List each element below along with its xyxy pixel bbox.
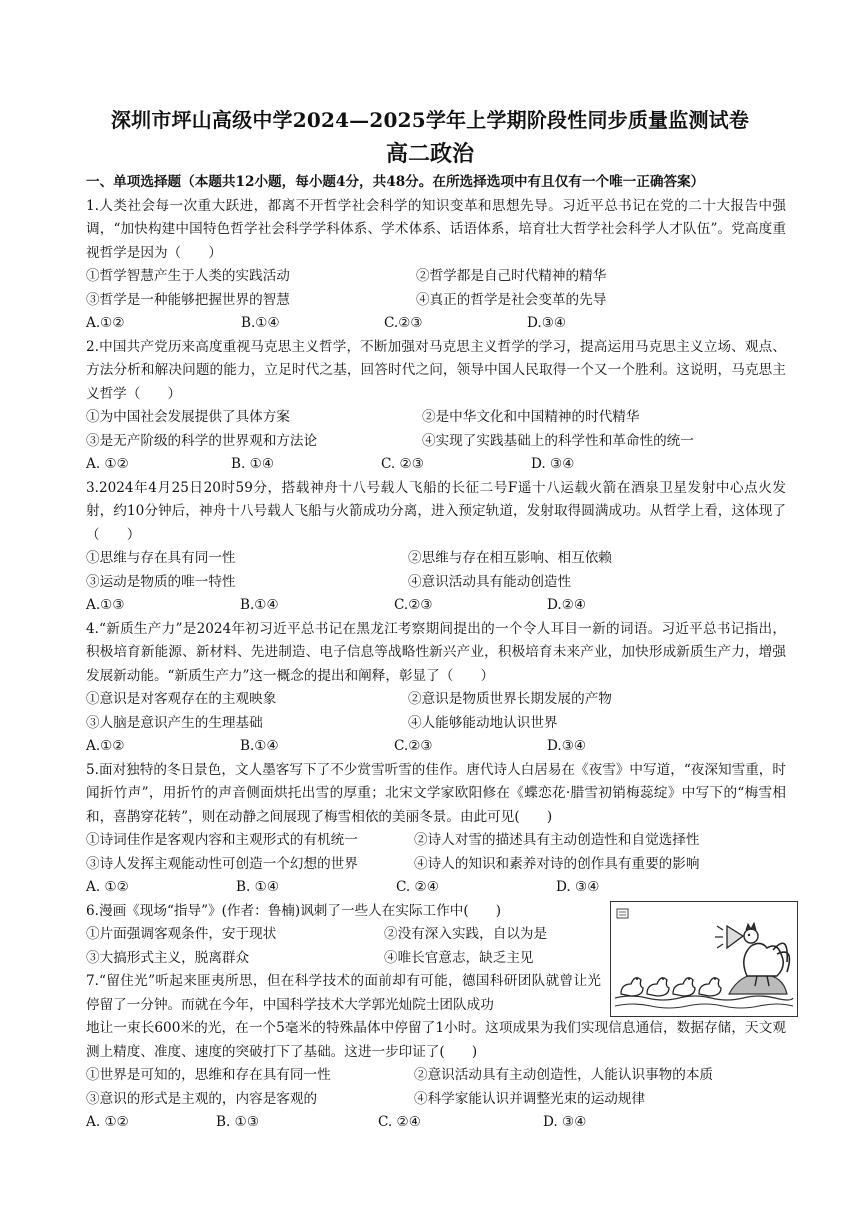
question-stem: 6.漫画《现场“指导”》(作者：鲁楠)讽刺了一些人在实际工作中( )	[86, 902, 502, 919]
answer-choice: D. ③④	[543, 1114, 587, 1130]
question-4	[86, 618, 786, 759]
answer-choice: C.②③	[394, 597, 433, 613]
question-stem: 1.人类社会每一次重大跃进，都离不开哲学社会科学的知识变革和思想先导。习近平总书记在党的二十大报告中强调，“加快构建中国特色哲学社会科学学科体系、学术体系、话语体系，培育壮大哲学社会科学人才队伍”。党高度重视哲学是因为（ ）	[86, 197, 786, 261]
question-stem: 5.面对独特的冬日景色，文人墨客写下了不少赏雪听雪的佳作。唐代诗人白居易在《夜雪》中写道，“夜深知雪重，时闻折竹声”，用折竹的声音侧面烘托出雪的厚重；北宋文学家欧阳修在《蝶恋花·腊雪初销梅蕊绽》中写下的“梅雪相和，喜鹊穿花转”，则在动静之间展现了梅雪相依的美丽冬景。由此可见( )	[86, 761, 786, 825]
answer-choice: C. ②④	[378, 1114, 421, 1130]
option: ④诗人的知识和素养对诗的创作具有重要的影响	[414, 855, 700, 872]
answer-choice: A.①②	[86, 738, 125, 754]
question-3	[86, 477, 786, 618]
answer-choice: B. ①④	[231, 456, 275, 472]
answer-choice: A.①③	[86, 597, 125, 613]
option: ④人能够能动地认识世界	[408, 714, 558, 731]
answer-choice: B.①④	[240, 738, 279, 754]
option: ④科学家能认识并调整光束的运动规律	[414, 1090, 646, 1107]
option: ④意识活动具有能动创造性	[408, 573, 572, 590]
answer-choice: D.③④	[527, 315, 567, 331]
question-1	[86, 195, 786, 336]
option: ③运动是物质的唯一特性	[86, 573, 236, 590]
option: ①哲学智慧产生于人类的实践活动	[86, 268, 290, 284]
answer-choice: C. ②④	[396, 879, 439, 895]
option: ②意识是物质世界长期发展的产物	[408, 691, 612, 707]
question-stem: 2.中国共产党历来高度重视马克思主义哲学，不断加强对马克思主义哲学的学习，提高运用马克思主义立场、观点、方法分析和解决问题的能力，立足时代之基，回答时代之问，领导中国人民取得一个又一个胜利。这说明，马克思主义哲学（ ）	[86, 338, 786, 402]
question-7-stem-first: 7.“留住光”听起来匪夷所思，但在科学技术的面前却有可能，德国科研团队就曾让光停留了一分钟。而就在今年，中国科学技术大学郭光灿院士团队成功	[86, 973, 601, 1013]
answer-choice: D.②④	[547, 597, 587, 613]
option: ②哲学都是自己时代精神的精华	[416, 268, 607, 284]
option: ②诗人对雪的描述具有主动创造性和自觉选择性	[414, 832, 700, 848]
question-5	[86, 759, 786, 900]
answer-choice: A.①②	[86, 315, 125, 331]
answer-choice: B.①④	[240, 597, 279, 613]
exam-title: 深圳市坪山高级中学2024—2025学年上学期阶段性同步质量监测试卷	[110, 108, 750, 132]
option: ①意识是对客观存在的主观映象	[86, 691, 277, 707]
option: ③是无产阶级的科学的世界观和方法论	[86, 432, 318, 449]
cartoon-rooster-megaphone-icon	[610, 901, 798, 1017]
answer-choice: D. ③④	[556, 879, 600, 895]
question-stem: 3.2024年4月25日20时59分，搭载神舟十八号载人飞船的长征二号F遥十八运载火箭在酒泉卫星发射中心点火发射，约10分钟后，神舟十八号载人飞船与火箭成功分离，进入预定轨道，发射取得圆满成功。从哲学上看，这体现了（ ）	[86, 479, 786, 543]
answer-choice: A. ①②	[86, 1114, 129, 1130]
option: ①诗词佳作是客观内容和主观形式的有机统一	[86, 832, 358, 848]
question-2	[86, 336, 786, 477]
answer-choice: C.②③	[384, 315, 423, 331]
option: ②是中华文化和中国精神的时代精华	[422, 409, 640, 425]
option: ④实现了实践基础上的科学性和革命性的统一	[422, 432, 694, 449]
option: ②思维与存在相互影响、相互依赖	[408, 550, 612, 566]
section-heading: 一、单项选择题（本题共12小题，每小题4分，共48分。在所选择选项中有且仅有一个唯一正确答案）	[86, 174, 705, 190]
answer-choice: B. ①③	[216, 1114, 260, 1130]
answer-choice: B.①④	[241, 315, 280, 331]
option: ②没有深入实践，自以为是	[384, 926, 548, 942]
option: ④唯长官意志，缺乏主见	[384, 949, 534, 966]
option: ③意识的形式是主观的，内容是客观的	[86, 1090, 318, 1107]
option: ③人脑是意识产生的生理基础	[86, 714, 263, 731]
answer-choice: C. ②③	[381, 456, 424, 472]
exam-subject: 高二政治	[385, 141, 474, 167]
exam-content	[86, 171, 786, 1135]
option: ①世界是可知的，思维和存在具有同一性	[86, 1067, 331, 1083]
answer-choice: D.③④	[547, 738, 587, 754]
answer-choice: A. ①②	[86, 879, 129, 895]
option: ①片面强调客观条件，安于现状	[86, 926, 277, 942]
question-stem: 4.“新质生产力”是2024年初习近平总书记在黑龙江考察期间提出的一个令人耳目一新的词语。习近平总书记指出，积极培育新能源、新材料、先进制造、电子信息等战略性新兴产业，积极培育未来产业，加快形成新质生产力，增强发展新动能。“新质生产力”这一概念的提出和阐释，彰显了（ ）	[86, 620, 786, 684]
answer-choice: A. ①②	[86, 456, 129, 472]
option: ③大搞形式主义，脱离群众	[86, 949, 250, 966]
option: ④真正的哲学是社会变革的先导	[416, 291, 607, 308]
question-stem: 地让一束长600米的光，在一个5毫米的特殊晶体中停留了1小时。这项成果为我们实现信息通信，数据存储，天文观测上精度、准度、速度的突破打下了基础。这进一步印证了( )	[86, 1020, 786, 1060]
question-6-block	[86, 900, 786, 1018]
answer-choice: B. ①④	[236, 879, 280, 895]
option: ③哲学是一种能够把握世界的智慧	[86, 291, 290, 308]
question-7	[86, 1017, 786, 1135]
option: ③诗人发挥主观能动性可创造一个幻想的世界	[86, 855, 358, 872]
option: ②意识活动具有主动创造性，人能认识事物的本质	[414, 1067, 714, 1083]
answer-choice: D. ③④	[531, 456, 575, 472]
option: ①思维与存在具有同一性	[86, 550, 236, 566]
answer-choice: C.②③	[394, 738, 433, 754]
option: ①为中国社会发展提供了具体方案	[86, 409, 290, 425]
